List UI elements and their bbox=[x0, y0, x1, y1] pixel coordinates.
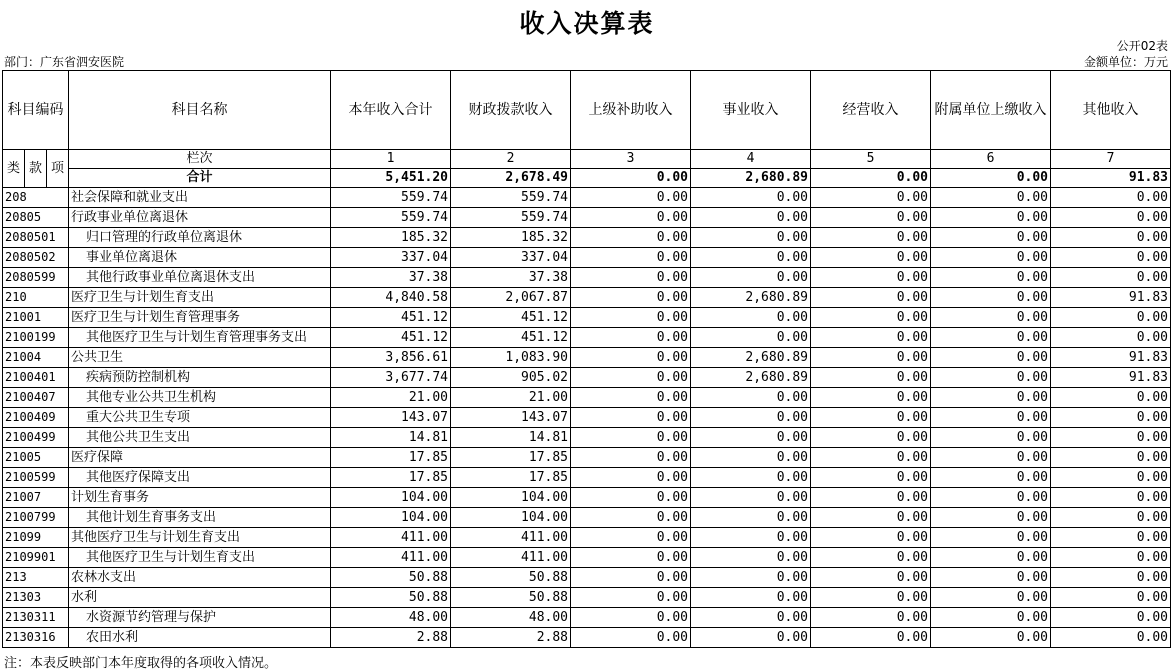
amount-cell: 0.00 bbox=[811, 408, 931, 428]
amount-cell: 0.00 bbox=[1051, 628, 1171, 648]
amount-cell: 0.00 bbox=[571, 588, 691, 608]
total-cell: 0.00 bbox=[931, 169, 1051, 188]
amount-cell: 0.00 bbox=[811, 228, 931, 248]
amount-cell: 0.00 bbox=[691, 188, 811, 208]
amount-cell: 0.00 bbox=[691, 568, 811, 588]
subject-name: 其他医疗保障支出 bbox=[69, 468, 331, 488]
amount-cell: 21.00 bbox=[451, 388, 571, 408]
amount-cell: 0.00 bbox=[691, 528, 811, 548]
amount-cell: 0.00 bbox=[811, 268, 931, 288]
amount-cell: 2,680.89 bbox=[691, 368, 811, 388]
header-operating-income: 经营收入 bbox=[811, 71, 931, 150]
amount-cell: 0.00 bbox=[571, 508, 691, 528]
amount-cell: 2,680.89 bbox=[691, 348, 811, 368]
table-row bbox=[3, 248, 1171, 268]
subject-code: 2100199 bbox=[3, 328, 69, 348]
amount-cell: 0.00 bbox=[571, 288, 691, 308]
amount-cell: 0.00 bbox=[1051, 548, 1171, 568]
amount-cell: 0.00 bbox=[931, 188, 1051, 208]
table-row bbox=[3, 228, 1171, 248]
table-row bbox=[3, 348, 1171, 368]
subject-name: 其他医疗卫生与计划生育管理事务支出 bbox=[69, 328, 331, 348]
amount-cell: 50.88 bbox=[451, 588, 571, 608]
amount-cell: 905.02 bbox=[451, 368, 571, 388]
amount-cell: 0.00 bbox=[571, 448, 691, 468]
total-cell: 2,678.49 bbox=[451, 169, 571, 188]
table-row bbox=[3, 448, 1171, 468]
amount-cell: 185.32 bbox=[451, 228, 571, 248]
amount-cell: 2.88 bbox=[331, 628, 451, 648]
amount-cell: 0.00 bbox=[811, 468, 931, 488]
amount-cell: 451.12 bbox=[451, 308, 571, 328]
amount-cell: 0.00 bbox=[931, 508, 1051, 528]
amount-cell: 104.00 bbox=[331, 508, 451, 528]
amount-cell: 0.00 bbox=[811, 608, 931, 628]
amount-cell: 0.00 bbox=[571, 528, 691, 548]
amount-cell: 37.38 bbox=[451, 268, 571, 288]
amount-cell: 0.00 bbox=[931, 628, 1051, 648]
amount-cell: 143.07 bbox=[451, 408, 571, 428]
amount-cell: 0.00 bbox=[1051, 188, 1171, 208]
amount-cell: 559.74 bbox=[331, 188, 451, 208]
table-row bbox=[3, 328, 1171, 348]
amount-cell: 91.83 bbox=[1051, 288, 1171, 308]
amount-cell: 0.00 bbox=[691, 628, 811, 648]
amount-cell: 0.00 bbox=[691, 588, 811, 608]
subject-code: 21099 bbox=[3, 528, 69, 548]
subject-name: 其他专业公共卫生机构 bbox=[69, 388, 331, 408]
amount-cell: 3,677.74 bbox=[331, 368, 451, 388]
amount-cell: 0.00 bbox=[811, 248, 931, 268]
amount-cell: 0.00 bbox=[691, 428, 811, 448]
amount-cell: 0.00 bbox=[691, 208, 811, 228]
amount-cell: 0.00 bbox=[1051, 468, 1171, 488]
subject-name: 农田水利 bbox=[69, 628, 331, 648]
amount-cell: 411.00 bbox=[451, 528, 571, 548]
amount-cell: 0.00 bbox=[571, 608, 691, 628]
amount-cell: 48.00 bbox=[331, 608, 451, 628]
amount-cell: 0.00 bbox=[931, 488, 1051, 508]
amount-cell: 0.00 bbox=[931, 548, 1051, 568]
amount-cell: 0.00 bbox=[691, 248, 811, 268]
amount-cell: 0.00 bbox=[571, 228, 691, 248]
amount-cell: 0.00 bbox=[811, 488, 931, 508]
amount-cell: 0.00 bbox=[1051, 308, 1171, 328]
amount-cell: 91.83 bbox=[1051, 368, 1171, 388]
subject-name: 社会保障和就业支出 bbox=[69, 188, 331, 208]
col-number-3: 3 bbox=[571, 150, 691, 169]
amount-cell: 0.00 bbox=[1051, 508, 1171, 528]
amount-cell: 0.00 bbox=[691, 388, 811, 408]
amount-cell: 185.32 bbox=[331, 228, 451, 248]
amount-cell: 0.00 bbox=[931, 448, 1051, 468]
amount-cell: 17.85 bbox=[331, 468, 451, 488]
header-superior-subsidy: 上级补助收入 bbox=[571, 71, 691, 150]
amount-cell: 0.00 bbox=[931, 368, 1051, 388]
amount-cell: 0.00 bbox=[571, 348, 691, 368]
table-row bbox=[3, 268, 1171, 288]
table-row bbox=[3, 288, 1171, 308]
amount-cell: 451.12 bbox=[451, 328, 571, 348]
amount-cell: 559.74 bbox=[331, 208, 451, 228]
amount-cell: 0.00 bbox=[691, 468, 811, 488]
amount-cell: 337.04 bbox=[331, 248, 451, 268]
total-cell: 0.00 bbox=[811, 169, 931, 188]
subject-name: 水资源节约管理与保护 bbox=[69, 608, 331, 628]
subject-name: 医疗卫生与计划生育管理事务 bbox=[69, 308, 331, 328]
amount-cell: 0.00 bbox=[571, 248, 691, 268]
table-row bbox=[3, 388, 1171, 408]
amount-cell: 0.00 bbox=[811, 628, 931, 648]
amount-cell: 0.00 bbox=[1051, 428, 1171, 448]
amount-cell: 0.00 bbox=[931, 588, 1051, 608]
amount-cell: 0.00 bbox=[811, 428, 931, 448]
income-table bbox=[2, 70, 1171, 648]
amount-cell: 0.00 bbox=[571, 368, 691, 388]
header-business-income: 事业收入 bbox=[691, 71, 811, 150]
subject-code: 2080501 bbox=[3, 228, 69, 248]
amount-cell: 50.88 bbox=[451, 568, 571, 588]
amount-cell: 0.00 bbox=[1051, 208, 1171, 228]
amount-cell: 0.00 bbox=[811, 548, 931, 568]
amount-cell: 0.00 bbox=[1051, 268, 1171, 288]
subject-name: 其他行政事业单位离退休支出 bbox=[69, 268, 331, 288]
amount-cell: 0.00 bbox=[571, 388, 691, 408]
col-number-2: 2 bbox=[451, 150, 571, 169]
table-row bbox=[3, 208, 1171, 228]
col-number-5: 5 bbox=[811, 150, 931, 169]
subject-code: 2130316 bbox=[3, 628, 69, 648]
subject-code: 21001 bbox=[3, 308, 69, 328]
header-fiscal-income: 财政拨款收入 bbox=[451, 71, 571, 150]
amount-cell: 0.00 bbox=[571, 488, 691, 508]
table-row bbox=[3, 368, 1171, 388]
amount-cell: 104.00 bbox=[451, 488, 571, 508]
subject-code: 2100799 bbox=[3, 508, 69, 528]
table-row bbox=[3, 628, 1171, 648]
amount-cell: 0.00 bbox=[571, 468, 691, 488]
report-title: 收入决算表 bbox=[519, 9, 655, 38]
amount-cell: 0.00 bbox=[931, 248, 1051, 268]
col-number-4: 4 bbox=[691, 150, 811, 169]
amount-cell: 0.00 bbox=[691, 508, 811, 528]
total-label: 合计 bbox=[69, 169, 331, 188]
amount-cell: 0.00 bbox=[931, 348, 1051, 368]
subject-code: 2080502 bbox=[3, 248, 69, 268]
subject-code: 21004 bbox=[3, 348, 69, 368]
subject-name: 归口管理的行政单位离退休 bbox=[69, 228, 331, 248]
amount-cell: 0.00 bbox=[691, 608, 811, 628]
amount-cell: 14.81 bbox=[331, 428, 451, 448]
amount-cell: 0.00 bbox=[571, 188, 691, 208]
table-row bbox=[3, 188, 1171, 208]
amount-cell: 50.88 bbox=[331, 568, 451, 588]
amount-cell: 0.00 bbox=[571, 328, 691, 348]
table-row bbox=[3, 568, 1171, 588]
subject-name: 公共卫生 bbox=[69, 348, 331, 368]
amount-cell: 3,856.61 bbox=[331, 348, 451, 368]
amount-cell: 0.00 bbox=[811, 528, 931, 548]
col-number-6: 6 bbox=[931, 150, 1051, 169]
amount-cell: 0.00 bbox=[931, 328, 1051, 348]
col-number-7: 7 bbox=[1051, 150, 1171, 169]
amount-cell: 0.00 bbox=[1051, 228, 1171, 248]
subject-code: 2100599 bbox=[3, 468, 69, 488]
subject-name: 计划生育事务 bbox=[69, 488, 331, 508]
amount-cell: 0.00 bbox=[931, 428, 1051, 448]
subject-name: 其他医疗卫生与计划生育支出 bbox=[69, 548, 331, 568]
amount-cell: 0.00 bbox=[571, 308, 691, 328]
amount-cell: 0.00 bbox=[691, 488, 811, 508]
amount-cell: 0.00 bbox=[571, 208, 691, 228]
table-row bbox=[3, 468, 1171, 488]
header-other-income: 其他收入 bbox=[1051, 71, 1171, 150]
amount-cell: 0.00 bbox=[1051, 588, 1171, 608]
table-row bbox=[3, 608, 1171, 628]
amount-cell: 0.00 bbox=[811, 568, 931, 588]
amount-cell: 0.00 bbox=[571, 628, 691, 648]
amount-cell: 0.00 bbox=[691, 408, 811, 428]
amount-cell: 411.00 bbox=[331, 548, 451, 568]
amount-cell: 0.00 bbox=[691, 548, 811, 568]
table-row bbox=[3, 408, 1171, 428]
total-cell: 5,451.20 bbox=[331, 169, 451, 188]
header-total-income: 本年收入合计 bbox=[331, 71, 451, 150]
header-code: 科目编码 bbox=[3, 71, 69, 150]
subject-code: 2100499 bbox=[3, 428, 69, 448]
amount-cell: 0.00 bbox=[811, 308, 931, 328]
subject-code: 2100409 bbox=[3, 408, 69, 428]
amount-cell: 0.00 bbox=[931, 468, 1051, 488]
form-number: 公开02表 bbox=[1116, 39, 1168, 53]
amount-cell: 0.00 bbox=[571, 268, 691, 288]
amount-cell: 0.00 bbox=[811, 288, 931, 308]
amount-cell: 0.00 bbox=[1051, 568, 1171, 588]
header-lanci: 栏次 bbox=[69, 150, 331, 169]
amount-cell: 0.00 bbox=[1051, 388, 1171, 408]
amount-cell: 0.00 bbox=[811, 448, 931, 468]
col-number-1: 1 bbox=[331, 150, 451, 169]
subject-name: 医疗保障 bbox=[69, 448, 331, 468]
amount-cell: 0.00 bbox=[691, 308, 811, 328]
amount-cell: 0.00 bbox=[811, 588, 931, 608]
table-row bbox=[3, 548, 1171, 568]
amount-cell: 143.07 bbox=[331, 408, 451, 428]
amount-cell: 2,067.87 bbox=[451, 288, 571, 308]
table-row bbox=[3, 588, 1171, 608]
amount-cell: 0.00 bbox=[811, 328, 931, 348]
table-row bbox=[3, 508, 1171, 528]
amount-cell: 21.00 bbox=[331, 388, 451, 408]
subject-name: 行政事业单位离退休 bbox=[69, 208, 331, 228]
amount-cell: 0.00 bbox=[811, 188, 931, 208]
amount-cell: 4,840.58 bbox=[331, 288, 451, 308]
amount-cell: 559.74 bbox=[451, 188, 571, 208]
department-label: 部门：广东省泗安医院 bbox=[4, 55, 125, 69]
subject-name: 水利 bbox=[69, 588, 331, 608]
amount-cell: 0.00 bbox=[811, 388, 931, 408]
amount-cell: 0.00 bbox=[931, 208, 1051, 228]
amount-cell: 0.00 bbox=[1051, 328, 1171, 348]
amount-cell: 451.12 bbox=[331, 328, 451, 348]
subject-name: 其他公共卫生支出 bbox=[69, 428, 331, 448]
amount-cell: 559.74 bbox=[451, 208, 571, 228]
subject-code: 208 bbox=[3, 188, 69, 208]
amount-cell: 37.38 bbox=[331, 268, 451, 288]
subject-code: 2130311 bbox=[3, 608, 69, 628]
amount-cell: 17.85 bbox=[331, 448, 451, 468]
amount-cell: 17.85 bbox=[451, 448, 571, 468]
header-xiang: 项 bbox=[47, 150, 69, 188]
subject-name: 重大公共卫生专项 bbox=[69, 408, 331, 428]
amount-cell: 0.00 bbox=[811, 348, 931, 368]
subject-code: 2100407 bbox=[3, 388, 69, 408]
amount-cell: 0.00 bbox=[1051, 528, 1171, 548]
amount-cell: 0.00 bbox=[811, 368, 931, 388]
subject-code: 21005 bbox=[3, 448, 69, 468]
amount-cell: 0.00 bbox=[571, 408, 691, 428]
table-row bbox=[3, 428, 1171, 448]
amount-cell: 91.83 bbox=[1051, 348, 1171, 368]
subject-code: 21303 bbox=[3, 588, 69, 608]
amount-cell: 0.00 bbox=[931, 308, 1051, 328]
amount-cell: 0.00 bbox=[931, 408, 1051, 428]
subject-name: 农林水支出 bbox=[69, 568, 331, 588]
footnote: 注：本表反映部门本年度取得的各项收入情况。 bbox=[4, 656, 278, 671]
amount-cell: 0.00 bbox=[811, 208, 931, 228]
amount-cell: 411.00 bbox=[451, 548, 571, 568]
table-row bbox=[3, 308, 1171, 328]
amount-cell: 0.00 bbox=[571, 428, 691, 448]
header-kuan: 款 bbox=[25, 150, 47, 188]
amount-cell: 0.00 bbox=[811, 508, 931, 528]
header-lei: 类 bbox=[3, 150, 25, 188]
table-row bbox=[3, 528, 1171, 548]
total-cell: 2,680.89 bbox=[691, 169, 811, 188]
amount-cell: 0.00 bbox=[571, 548, 691, 568]
subject-code: 2080599 bbox=[3, 268, 69, 288]
amount-cell: 0.00 bbox=[1051, 448, 1171, 468]
amount-cell: 0.00 bbox=[931, 268, 1051, 288]
total-cell: 91.83 bbox=[1051, 169, 1171, 188]
amount-cell: 0.00 bbox=[1051, 248, 1171, 268]
subject-code: 210 bbox=[3, 288, 69, 308]
amount-cell: 0.00 bbox=[931, 608, 1051, 628]
amount-cell: 0.00 bbox=[571, 568, 691, 588]
amount-cell: 0.00 bbox=[1051, 408, 1171, 428]
amount-cell: 0.00 bbox=[1051, 488, 1171, 508]
table-row bbox=[3, 488, 1171, 508]
amount-cell: 0.00 bbox=[931, 528, 1051, 548]
subject-code: 213 bbox=[3, 568, 69, 588]
currency-unit: 金额单位：万元 bbox=[1083, 55, 1168, 69]
amount-cell: 0.00 bbox=[691, 448, 811, 468]
amount-cell: 411.00 bbox=[331, 528, 451, 548]
subject-code: 2100401 bbox=[3, 368, 69, 388]
amount-cell: 451.12 bbox=[331, 308, 451, 328]
amount-cell: 104.00 bbox=[451, 508, 571, 528]
amount-cell: 48.00 bbox=[451, 608, 571, 628]
amount-cell: 337.04 bbox=[451, 248, 571, 268]
amount-cell: 0.00 bbox=[931, 568, 1051, 588]
amount-cell: 0.00 bbox=[691, 268, 811, 288]
amount-cell: 0.00 bbox=[1051, 608, 1171, 628]
amount-cell: 0.00 bbox=[931, 228, 1051, 248]
total-row bbox=[3, 169, 1171, 188]
amount-cell: 0.00 bbox=[691, 228, 811, 248]
subject-name: 其他计划生育事务支出 bbox=[69, 508, 331, 528]
amount-cell: 2,680.89 bbox=[691, 288, 811, 308]
amount-cell: 17.85 bbox=[451, 468, 571, 488]
amount-cell: 104.00 bbox=[331, 488, 451, 508]
subject-name: 事业单位离退休 bbox=[69, 248, 331, 268]
subject-name: 其他医疗卫生与计划生育支出 bbox=[69, 528, 331, 548]
amount-cell: 1,083.90 bbox=[451, 348, 571, 368]
subject-code: 2109901 bbox=[3, 548, 69, 568]
header-affiliate-income: 附属单位上缴收入 bbox=[931, 71, 1051, 150]
subject-code: 21007 bbox=[3, 488, 69, 508]
amount-cell: 14.81 bbox=[451, 428, 571, 448]
subject-name: 医疗卫生与计划生育支出 bbox=[69, 288, 331, 308]
header-name: 科目名称 bbox=[69, 71, 331, 150]
subject-name: 疾病预防控制机构 bbox=[69, 368, 331, 388]
amount-cell: 0.00 bbox=[931, 288, 1051, 308]
subject-code: 20805 bbox=[3, 208, 69, 228]
table-body bbox=[3, 188, 1171, 648]
amount-cell: 50.88 bbox=[331, 588, 451, 608]
total-cell: 0.00 bbox=[571, 169, 691, 188]
amount-cell: 2.88 bbox=[451, 628, 571, 648]
amount-cell: 0.00 bbox=[931, 388, 1051, 408]
amount-cell: 0.00 bbox=[691, 328, 811, 348]
